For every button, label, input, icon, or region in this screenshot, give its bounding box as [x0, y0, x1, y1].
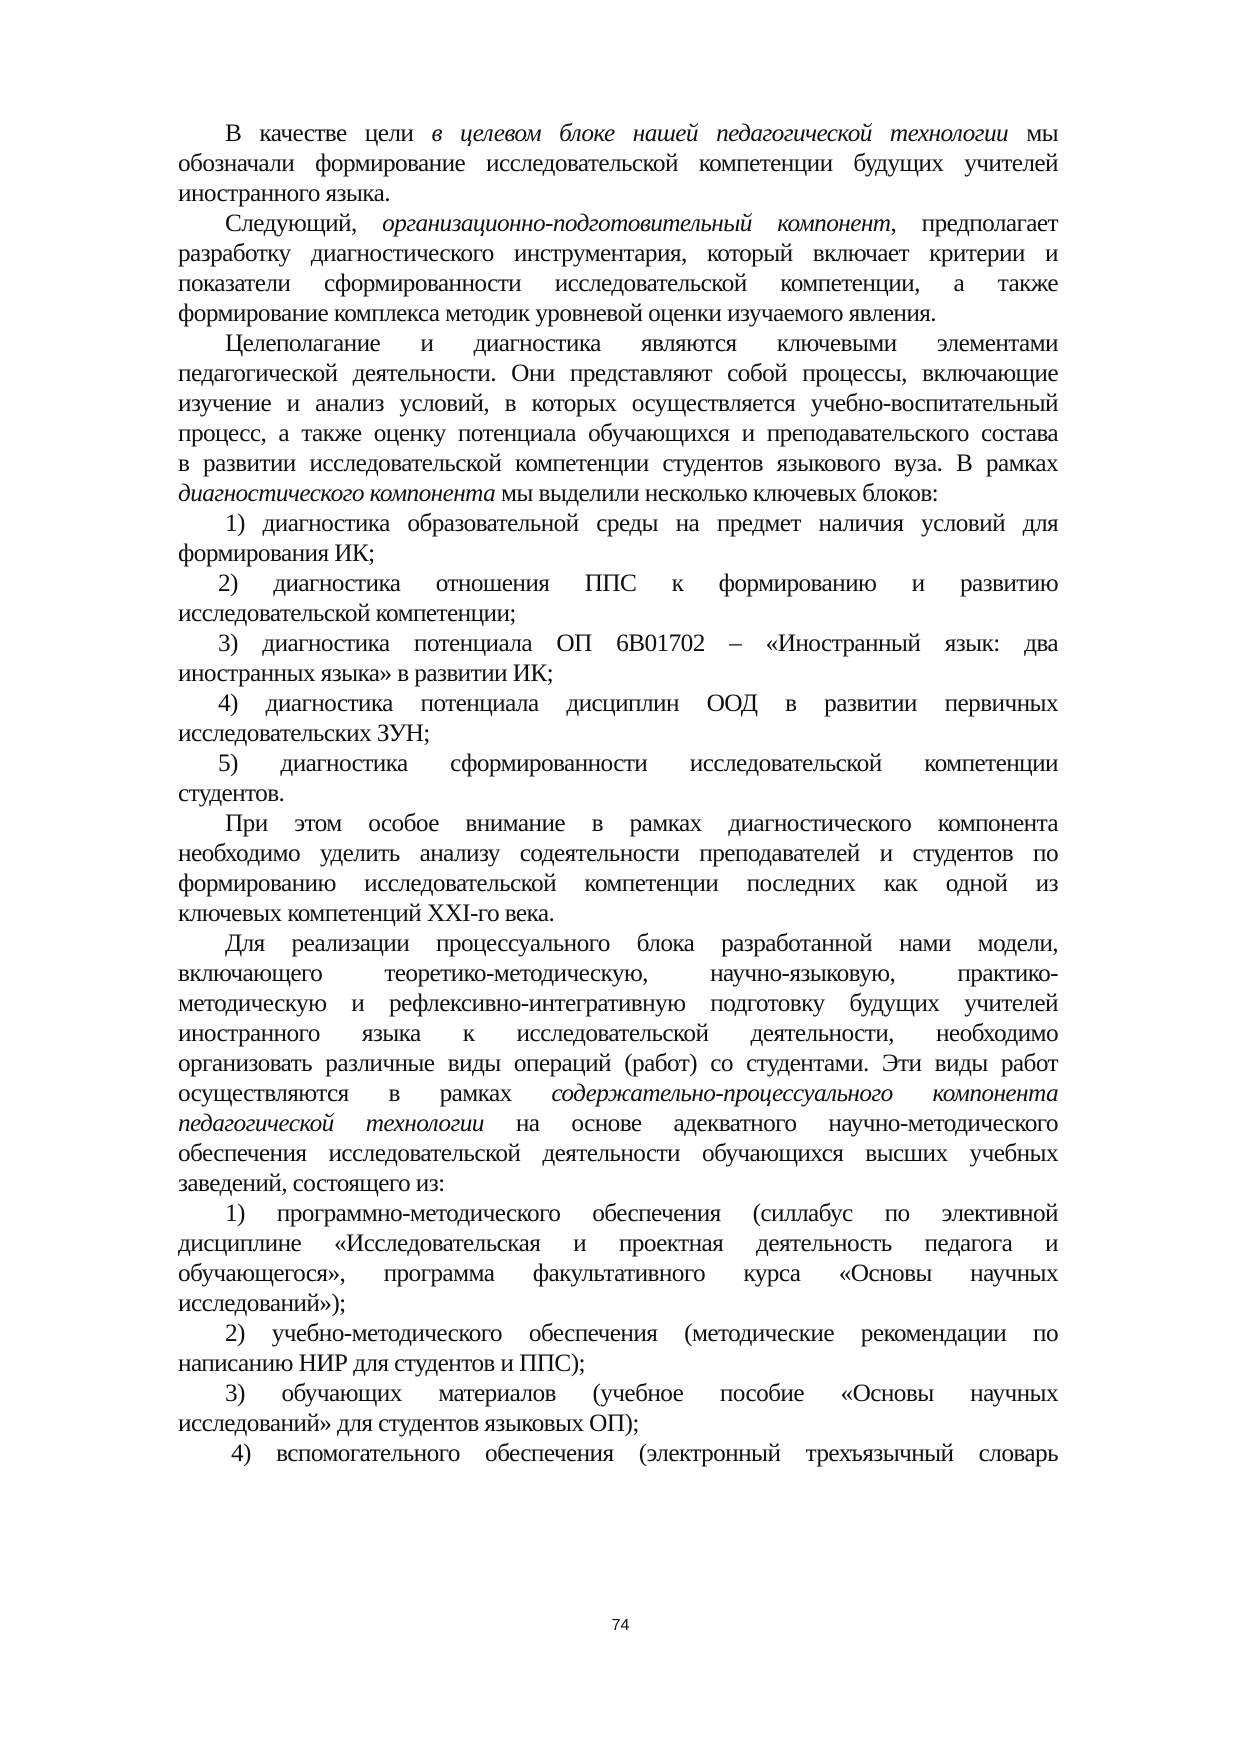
text-line [178, 598, 1058, 628]
emphasized-text: содержательно-процессуального компонента [551, 1079, 1058, 1107]
text-line [178, 868, 1058, 898]
paragraph [178, 928, 1058, 1198]
text-line [178, 1198, 1058, 1228]
emphasized-text: организационно-подготовительный компонент [382, 209, 891, 237]
paragraph [178, 118, 1058, 208]
text-run: дисциплине «Исследовательская и проектная деятельность педагога и [178, 1229, 1058, 1257]
text-run: показатели сформированности исследовательской компетенции, а также [178, 269, 1058, 297]
paragraph [178, 328, 1058, 508]
text-line [178, 928, 1058, 958]
text-run: организовать различные виды операций (работ) со студентами. Эти виды работ [178, 1049, 1058, 1077]
emphasized-text: педагогической технологии [178, 1109, 484, 1137]
text-run: иностранных языка» в развитии ИК; [178, 659, 554, 687]
text-run: 4) диагностика потенциала дисциплин ООД в развитии первичных [218, 689, 1058, 717]
text-line [178, 1018, 1058, 1048]
text-run: Целеполагание и диагностика являются ключевыми элементами [225, 329, 1058, 357]
text-line [178, 688, 1058, 718]
text-run: включающего теоретико-методическую, научно-языковую, практико- [178, 959, 1058, 987]
text-run: формированию исследовательской компетенции последних как одной из [178, 869, 1058, 897]
list-item [178, 508, 1058, 568]
text-line [178, 988, 1058, 1018]
paragraph [178, 208, 1058, 328]
text-line [178, 1108, 1058, 1138]
text-run: осуществляются в рамках [178, 1079, 552, 1107]
paragraph [178, 808, 1058, 928]
text-line [178, 958, 1058, 988]
text-run: процесс, а также оценку потенциала обучающихся и преподавательского состава [178, 419, 1058, 447]
text-run: необходимо уделить анализу содеятельности преподавателей и студентов по [178, 839, 1058, 867]
text-line [178, 358, 1058, 388]
text-line [178, 1438, 1058, 1468]
text-line [178, 538, 1058, 568]
text-line [178, 1348, 1058, 1378]
text-line [178, 808, 1058, 838]
text-line [178, 1378, 1058, 1408]
emphasized-text: диагностического компонента [178, 479, 496, 507]
text-run: иностранного языка к исследовательской деятельности, необходимо [178, 1019, 1058, 1047]
text-run: разработку диагностического инструментария, который включает критерии и [178, 239, 1058, 267]
text-line [178, 388, 1058, 418]
list-item [178, 628, 1058, 688]
text-line [178, 1168, 1058, 1198]
text-line [178, 1228, 1058, 1258]
text-run: заведений, состоящего из: [178, 1169, 445, 1197]
text-run: 1) программно-методического обеспечения (силлабус по элективной [225, 1199, 1058, 1227]
text-run: формирование комплекса методик уровневой оценки изучаемого явления. [178, 299, 937, 327]
list-item [178, 688, 1058, 748]
text-line [178, 1408, 1058, 1438]
list-item [178, 568, 1058, 628]
text-line [178, 838, 1058, 868]
text-run: методическую и рефлексивно-интегративную подготовку будущих учителей [178, 989, 1058, 1017]
text-line [178, 148, 1058, 178]
text-line [178, 118, 1058, 148]
list-item [178, 1318, 1058, 1378]
text-run: мы [1008, 119, 1058, 147]
page-number: 74 [611, 1617, 630, 1634]
text-run: 3) диагностика потенциала ОП 6В01702 – «Иностранный язык: два [218, 629, 1058, 657]
text-run: ключевых компетенций XXI-го века. [178, 899, 555, 927]
text-line [178, 778, 1058, 808]
text-run: 4) вспомогательного обеспечения (электронный трехъязычный словарь [231, 1439, 1058, 1467]
text-run: формирования ИК; [178, 539, 375, 567]
text-line [178, 298, 1058, 328]
list-item [178, 1438, 1058, 1468]
text-run: обозначали формирование исследовательской компетенции будущих учителей [178, 149, 1058, 177]
text-run: , предполагает [890, 209, 1058, 237]
text-run: 1) диагностика образовательной среды на предмет наличия условий для [225, 509, 1058, 537]
list-item [178, 1198, 1058, 1318]
text-line [178, 898, 1058, 928]
text-line [178, 1048, 1058, 1078]
text-run: исследований» для студентов языковых ОП); [178, 1409, 639, 1437]
text-line [178, 508, 1058, 538]
text-run: Для реализации процессуального блока разработанной нами модели, [225, 929, 1058, 957]
text-line [178, 1318, 1058, 1348]
list-item [178, 748, 1058, 808]
text-run: написанию НИР для студентов и ППС); [178, 1349, 585, 1377]
document-page [178, 118, 1058, 1468]
text-line [178, 1078, 1058, 1108]
text-run: обучающегося», программа факультативного курса «Основы научных [178, 1259, 1058, 1287]
text-line [178, 478, 1058, 508]
text-run: исследовательской компетенции; [178, 599, 516, 627]
text-run: исследований»); [178, 1289, 346, 1317]
text-line [178, 658, 1058, 688]
text-line [178, 1288, 1058, 1318]
text-line [178, 238, 1058, 268]
text-run: 3) обучающих материалов (учебное пособие «Основы научных [225, 1379, 1058, 1407]
text-run: в развитии исследовательской компетенции студентов языкового вуза. В рамках [178, 449, 1058, 477]
text-run: на основе адекватного научно-методического [483, 1109, 1058, 1137]
text-run: Следующий, [225, 209, 383, 237]
text-line [178, 208, 1058, 238]
text-line [178, 568, 1058, 598]
text-line [178, 718, 1058, 748]
text-line [178, 178, 1058, 208]
text-run: изучение и анализ условий, в которых осуществляется учебно-воспитательный [178, 389, 1058, 417]
text-run: иностранного языка. [178, 179, 390, 207]
list-item [178, 1378, 1058, 1438]
text-run: При этом особое внимание в рамках диагностического компонента [225, 809, 1058, 837]
text-line [178, 328, 1058, 358]
text-run: студентов. [178, 779, 285, 807]
text-run: мы выделили несколько ключевых блоков: [495, 479, 939, 507]
text-run: обеспечения исследовательской деятельности обучающихся высших учебных [178, 1139, 1058, 1167]
text-run: В качестве цели [225, 119, 432, 147]
text-line [178, 748, 1058, 778]
text-line [178, 448, 1058, 478]
text-line [178, 1258, 1058, 1288]
text-run: исследовательских ЗУН; [178, 719, 430, 747]
text-run: 5) диагностика сформированности исследовательской компетенции [218, 749, 1058, 777]
text-line [178, 1138, 1058, 1168]
text-run: 2) учебно-методического обеспечения (методические рекомендации по [225, 1319, 1058, 1347]
text-run: педагогической деятельности. Они представляют собой процессы, включающие [178, 359, 1058, 387]
text-line [178, 628, 1058, 658]
text-line [178, 418, 1058, 448]
emphasized-text: в целевом блоке нашей педагогической технологии [431, 119, 1009, 147]
text-run: 2) диагностика отношения ППС к формированию и развитию [218, 569, 1058, 597]
text-line [178, 268, 1058, 298]
